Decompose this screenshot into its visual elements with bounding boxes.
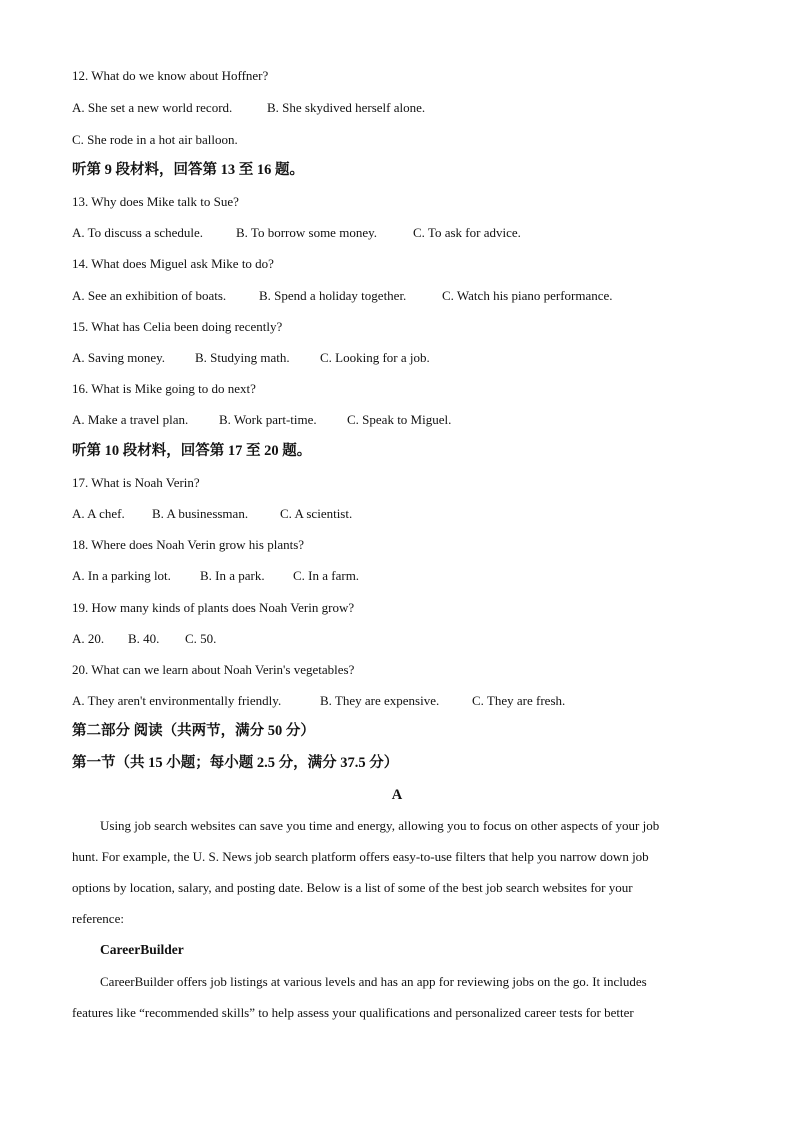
question-19-stem: 19. How many kinds of plants does Noah Verin grow?: [72, 600, 355, 615]
option-b: B. Spend a holiday together.: [259, 288, 407, 303]
option-a: A. To discuss a schedule.: [72, 225, 203, 240]
option-a: A. 20.: [72, 631, 105, 646]
option-b: B. They are expensive.: [320, 693, 440, 708]
option-c: C. To ask for advice.: [413, 225, 521, 240]
option-c: C. Watch his piano performance.: [442, 288, 613, 303]
option-c: C. Speak to Miguel.: [347, 412, 452, 427]
option-b: B. Studying math.: [195, 350, 290, 365]
option-c: C. Looking for a job.: [320, 350, 430, 365]
intro-line-4: reference:: [72, 911, 124, 926]
question-18-stem: 18. Where does Noah Verin grow his plants?: [72, 537, 305, 552]
option-b: B. 40.: [128, 631, 160, 646]
question-15-stem: 15. What has Celia been doing recently?: [72, 319, 283, 334]
option-b: B. A businessman.: [152, 506, 249, 521]
option-a: A. See an exhibition of boats.: [72, 288, 227, 303]
option-a: A. In a parking lot.: [72, 568, 171, 583]
question-12-stem: 12. What do we know about Hoffner?: [72, 68, 269, 83]
career-line-2: features like “recommended skills” to help assess your qualifications and personalized career tests for better: [72, 1005, 634, 1020]
subheading-careerbuilder: CareerBuilder: [100, 942, 184, 957]
intro-line-2: hunt. For example, the U. S. News job search platform offers easy-to-use filters that help you narrow down job: [72, 849, 649, 864]
option-a: A. They aren't environmentally friendly.: [72, 693, 282, 708]
intro-line-1: Using job search websites can save you time and energy, allowing you to focus on other aspects of your job: [100, 818, 660, 833]
option-c: C. In a farm.: [293, 568, 360, 583]
question-14-stem: 14. What does Miguel ask Mike to do?: [72, 256, 274, 271]
question-20-stem: 20. What can we learn about Noah Verin's vegetables?: [72, 662, 355, 677]
option-a: A. A chef.: [72, 506, 125, 521]
question-13-stem: 13. Why does Mike talk to Sue?: [72, 194, 239, 209]
option-c: C. They are fresh.: [472, 693, 566, 708]
option-a: A. She set a new world record.: [72, 100, 233, 115]
section-header-9: 听第 9 段材料，回答第 13 至 16 题。: [72, 162, 304, 178]
question-12-options: [72, 100, 426, 116]
career-line-1: CareerBuilder offers job listings at various levels and has an app for reviewing jobs on the go. It includes: [100, 974, 647, 989]
passage-label: A: [391, 787, 403, 803]
option-a: A. Saving money.: [72, 350, 166, 365]
option-b: B. To borrow some money.: [236, 225, 377, 240]
option-b: B. Work part-time.: [219, 412, 317, 427]
option-c: C. 50.: [185, 631, 217, 646]
intro-line-3: options by location, salary, and posting date. Below is a list of some of the best job search websites for your: [72, 880, 633, 895]
section-one-title: 第一节（共 15 小题；每小题 2.5 分，满分 37.5 分）: [72, 755, 399, 771]
part-two-title: 第二部分 阅读（共两节，满分 50 分）: [72, 723, 315, 739]
option-c: C. A scientist.: [280, 506, 353, 521]
option-c: C. She rode in a hot air balloon.: [72, 132, 238, 147]
section-header-10: 听第 10 段材料，回答第 17 至 20 题。: [72, 443, 312, 459]
question-17-stem: 17. What is Noah Verin?: [72, 475, 200, 490]
option-b: B. In a park.: [200, 568, 265, 583]
question-16-stem: 16. What is Mike going to do next?: [72, 381, 256, 396]
option-b: B. She skydived herself alone.: [267, 100, 426, 115]
option-a: A. Make a travel plan.: [72, 412, 189, 427]
